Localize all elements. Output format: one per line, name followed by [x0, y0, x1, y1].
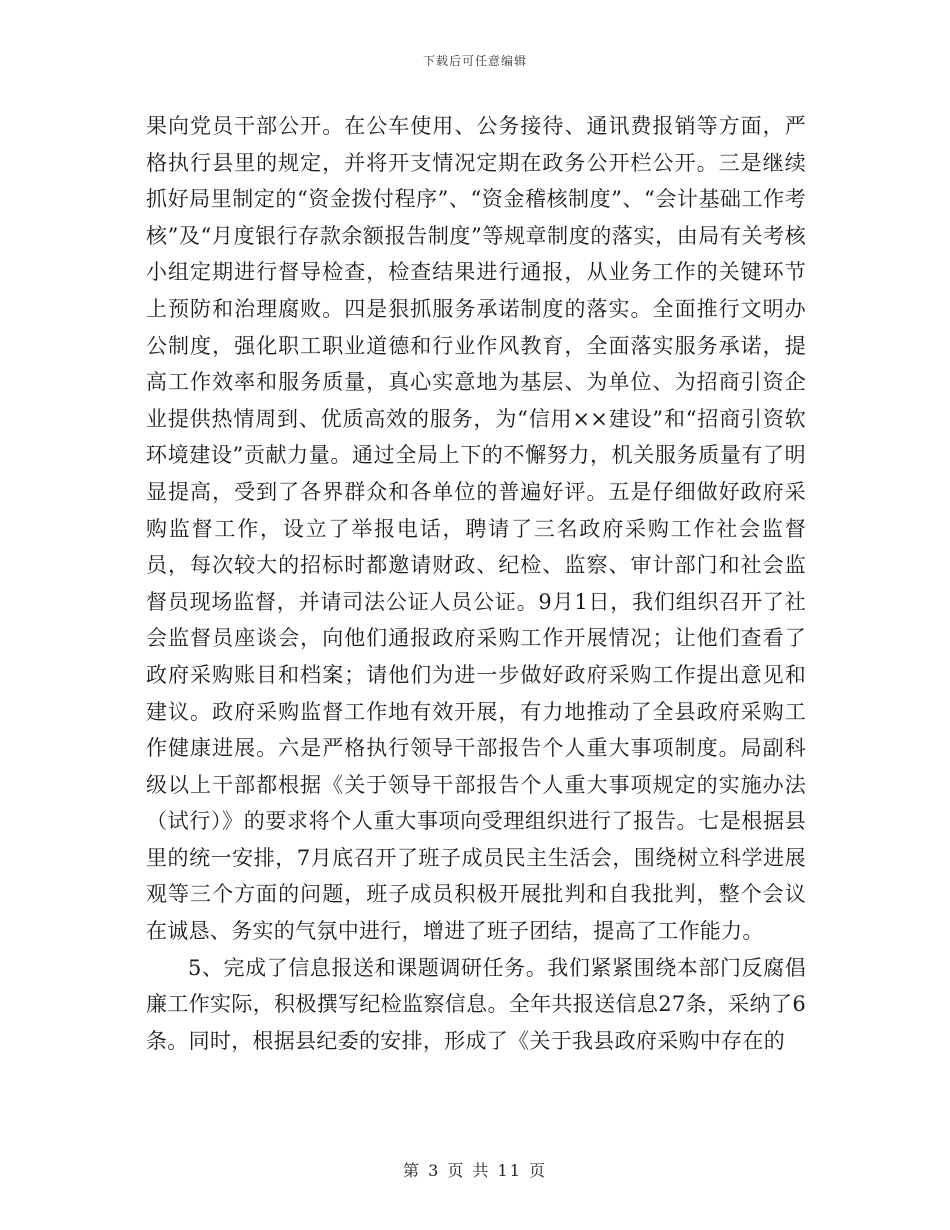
page-header: 下载后可任意编辑 — [422, 54, 527, 68]
body-paragraph-2: 5、完成了信息报送和课题调研任务。我们紧紧围绕本部门反腐倡廉工作实际，积极撰写纪检监察信息。全年共报送信息27条，采纳了6条。同时，根据县纪委的安排，形成了《关于我县政府采购中存在的 — [146, 955, 806, 1053]
page-footer: 第 3 页 共 11 页 — [403, 1161, 547, 1180]
document-body — [146, 108, 806, 1059]
body-paragraph-1: 果向党员干部公开。在公车使用、公务接待、通讯费报销等方面，严格执行县里的规定，并将开支情况定期在政务公开栏公开。三是继续抓好局里制定的“资金拨付程序”、“资金稽核制度”、“会计基础工作考核”及“月度银行存款余额报告制度”等规章制度的落实，由局有关考核小组定期进行督导检查，检查结果进行通报，从业务工作的关键环节上预防和治理腐败。四是狠抓服务承诺制度的落实。全面推行文明办公制度，强化职工职业道德和行业作风教育，全面落实服务承诺，提高工作效率和服务质量，真心实意地为基层、为单位、为招商引资企业提供热情周到、优质高效的服务，为“信用××建设”和“招商引资软环境建设”贡献力量。通过全局上下的不懈努力，机关服务质量有了明显提高，受到了各界群众和各单位的普遍好评。五是仔细做好政府采购监督工作，设立了举报电话，聘请了三名政府采购工作社会监督员，每次较大的招标时都邀请财政、纪检、监察、审计部门和社会监督员现场监督，并请司法公证人员公证。9月1日，我们组织召开了社会监督员座谈会，向他们通报政府采购工作开展情况；让他们查看了政府采购账目和档案；请他们为进一步做好政府采购工作提出意见和建议。政府采购监督工作地有效开展，有力地推动了全县政府采购工作健康进展。六是严格执行领导干部报告个人重大事项制度。局副科级以上干部都根据《关于领导干部报告个人重大事项规定的实施办法（试行）》的要求将个人重大事项向受理组织进行了报告。七是根据县里的统一安排，7月底召开了班子成员民主生活会，围绕树立科学进展观等三个方面的问题，班子成员积极开展批判和自我批判，整个会议在诚恳、务实的气氛中进行，增进了班子团结，提高了工作能力。 — [146, 114, 806, 944]
